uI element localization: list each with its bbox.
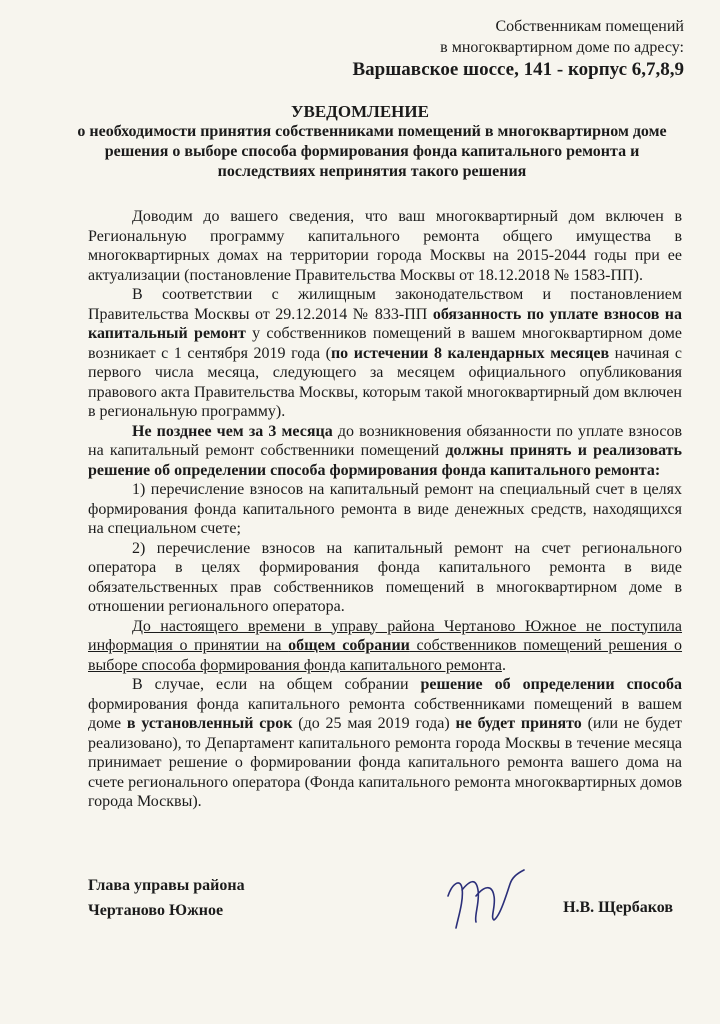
- bold-run: не будет принято: [455, 715, 582, 732]
- bold-run: обязанность по уплате взносов на капитальный ремонт: [88, 305, 683, 342]
- underlined-run: До настоящего времени в управу района Чертаново Южное не поступила информация о принятии на: [88, 617, 682, 654]
- bold-run: в установленный срок: [126, 715, 293, 732]
- paragraph-option-1: 1) перечисление взносов на капитальный ремонт на специальный счет в целях формирования фонда капитального ремонта в виде денежных средств, находящихся на специальном счете;: [88, 481, 682, 537]
- paragraph-consequence: [88, 675, 682, 812]
- text-run: (или не будет реализовано), то Департамент капитального ремонта города Москвы в течение месяца принимает решение о формировании фонда капитального ремонта вашего дома на счете регионального оператора (Фонда капитального ремонта многоквартирных домов города Москвы).: [88, 715, 683, 810]
- text-run: .: [501, 656, 506, 674]
- addressee-line-1: Собственникам помещений: [495, 18, 684, 35]
- bold-underlined-run: общем собрании: [288, 637, 410, 654]
- handwritten-signature: [440, 866, 530, 936]
- underlined-run: собственников помещений решения о выборе способа формирования фонда капитального ремонта: [88, 637, 683, 674]
- bold-run: решение об определении способа: [420, 676, 682, 693]
- paragraph-notice: [88, 617, 682, 676]
- paragraph-2: [88, 285, 682, 422]
- signer-title: [88, 873, 245, 923]
- text-run: до возникновения обязанности по уплате взносов на капитальный ремонт собственники помещений: [88, 422, 683, 459]
- paragraph-3: [88, 422, 682, 481]
- text-run: формирования фонда капитального ремонта собственниками помещений в вашем доме: [88, 695, 682, 732]
- paragraph-option-2: 2) перечисление взносов на капитальный ремонт на счет регионального оператора в целях формирования фонда капитального ремонта в виде обязательственных прав собственников помещений в многоквартирном доме в отношении регионального оператора.: [88, 539, 682, 615]
- text-run: (до 25 мая 2019 года): [292, 715, 456, 732]
- text-run: В соответствии с жилищным законодательством и постановлением Правительства Москвы от 29.12.2014 № 833-ПП: [88, 286, 682, 323]
- text-run: у собственников помещений в вашем многоквартирном доме возникает с 1 сентября 2019 года (: [88, 325, 682, 362]
- address: Варшавское шоссе, 141 - корпус 6,7,8,9: [352, 59, 684, 80]
- bold-run: должны принять и реализовать решение об определении способа формирования фонда капитального ремонта:: [88, 442, 683, 479]
- bold-run: по истечении 8 календарных месяцев: [330, 344, 610, 362]
- signer-line-1: Глава управы района: [88, 877, 245, 894]
- document-body: [88, 207, 682, 812]
- signer-line-2: Чертаново Южное: [88, 902, 224, 919]
- addressee-block: [352, 16, 684, 82]
- addressee-line-2: в многоквартирном доме по адресу:: [440, 39, 684, 56]
- paragraph-1: Доводим до вашего сведения, что ваш многоквартирный дом включен в Региональную программу капитального ремонта общего имущества в многоквартирных домах на территории города Москвы на 2015-2044 годы при ее актуализации (постановление Правительства Москвы от 18.12.2018 № 1583-ПП).: [88, 208, 682, 284]
- document-subtitle: о необходимости принятия собственниками помещений в многоквартирном доме решения о выборе способа формирования фонда капитального ремонта и последствиях непринятия такого решения: [77, 123, 667, 180]
- signer-name: Н.В. Щербаков: [563, 899, 673, 916]
- text-run: В случае, если на общем собрании: [132, 676, 421, 693]
- document-title: УВЕДОМЛЕНИЕ: [291, 102, 429, 121]
- text-run: начиная с первого числа месяца, следующего за месяцем официального опубликования правового акта Правительства Москвы, которым такой многоквартирный дом включен в региональную программу).: [88, 344, 682, 420]
- bold-run: Не позднее чем за 3 месяца: [132, 422, 333, 440]
